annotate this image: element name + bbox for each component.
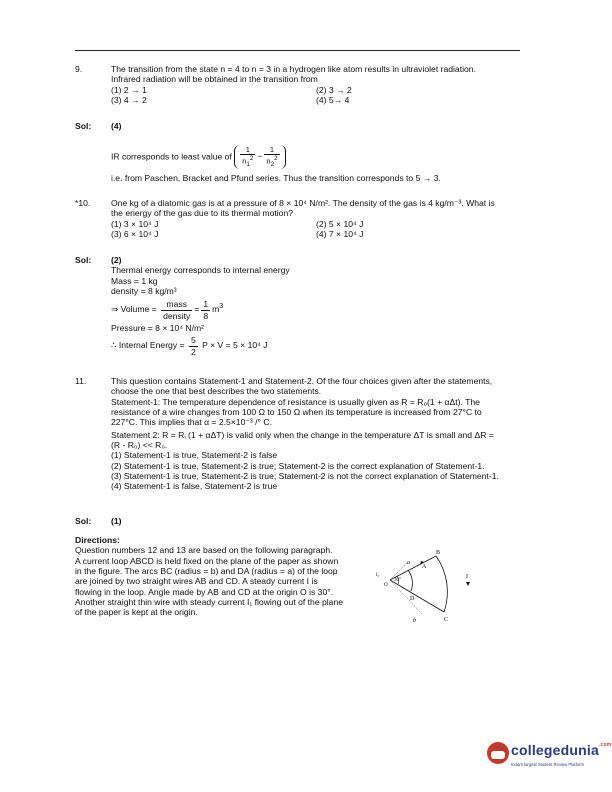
option: (3) 4 → 2 xyxy=(111,94,147,105)
label-C: C xyxy=(444,617,449,623)
directions-text: Another straight thin wire with steady current I₁ flowing out of the plane xyxy=(75,596,344,607)
logo-wordmark: collegedunia$^{.com}$ xyxy=(511,742,612,758)
solution-10 xyxy=(75,255,545,357)
label-a: a xyxy=(407,560,410,566)
option: (2) 3 → 2 xyxy=(316,84,352,95)
question-text: choose the one that best describes the two statements. xyxy=(111,386,322,397)
option: (4) 5→ 4 xyxy=(316,94,350,105)
directions-label: Directions: xyxy=(75,535,120,545)
question-text: (R - R₀) << R₀. xyxy=(111,439,168,450)
explanation-text: i.e. from Paschen, Bracket and Pfund series. Thus the transition corresponds to 5 → 3. xyxy=(111,173,441,184)
option: (2) Statement-1 is true, Statement-2 is true; Statement-2 is the correct explanation of Statement-1. xyxy=(111,460,485,471)
option: (3) Statement-1 is true, Statement-2 is true; Statement-2 is not the correct explanation of Statement-1. xyxy=(111,470,499,481)
question-text: The transition from the state n = 4 to n = 3 in a hydrogen like atom results in ultraviolet radiation. xyxy=(111,64,476,74)
solution-11 xyxy=(75,516,545,526)
question-text: Infrared radiation will be obtained in the transition from xyxy=(111,74,318,85)
option: (2) 5 × 10⁴ J xyxy=(316,218,364,229)
label-D: D xyxy=(410,596,415,602)
explanation xyxy=(111,145,545,169)
option: (4) 7 × 10⁴ J xyxy=(316,228,364,239)
question-number: *10. xyxy=(75,198,91,208)
option: (1) 3 × 10⁴ J xyxy=(111,218,159,229)
label-I: I xyxy=(466,574,468,580)
sol-label: Sol: xyxy=(75,255,92,265)
formula: $\frac{1}{n_1^2}$ − $\frac{1}{n_2^2}$ xyxy=(234,145,285,169)
question-number: 9. xyxy=(75,64,83,74)
graduate-mascot-icon xyxy=(487,742,509,764)
solution-9 xyxy=(75,121,545,184)
explanation-text: IR corresponds to least value of xyxy=(111,151,232,162)
sol-label: Sol: xyxy=(75,516,92,526)
directions-text: Question numbers 12 and 13 are based on the following paragraph. xyxy=(75,545,333,556)
label-A: A xyxy=(422,564,427,570)
answer: (2) xyxy=(111,255,122,265)
collegedunia-logo xyxy=(487,738,612,774)
question-text: 227°C. This implies that α = 2.5×10⁻³ /° C. xyxy=(111,417,272,428)
label-B: B xyxy=(436,550,441,556)
directions-text: of the paper is kept at the origin. xyxy=(75,607,198,618)
formula-text: P × V = 5 × 10⁴ J xyxy=(202,340,268,351)
answer: (1) xyxy=(111,516,122,526)
directions-text: are joined by two straight wires AB and CD. A steady current I is xyxy=(75,576,318,587)
directions xyxy=(75,535,375,618)
question-10 xyxy=(75,198,545,239)
question-number: 11. xyxy=(75,376,87,386)
label-I1: I₁ xyxy=(376,573,380,578)
volume-formula: ⇒ Volume = $\frac{\text{mass}}{\text{density}}$ = $\frac{1}{8}$ $m^3$ xyxy=(111,299,224,321)
solution-line: Pressure = 8 × 10⁴ N/m² xyxy=(111,322,205,333)
question-text: One kg of a diatomic gas is at a pressure of 8 × 10⁴ N/m². The density of the gas is 4 kg/m⁻³. What is xyxy=(111,198,495,208)
question-text: Statement-1: The temperature dependence of resistance is usually given as R = R₀(1 + αΔt). The xyxy=(111,396,480,407)
directions-text: in the figure. The arcs BC (radius = b) and DA (radius = a) of the loop xyxy=(75,565,338,576)
option: (1) 2 → 1 xyxy=(111,84,147,95)
options xyxy=(111,219,441,240)
options xyxy=(111,85,441,106)
energy-formula: ∴ Internal Energy = $\frac{5}{2}$ P × V = 5 × 10⁴ J xyxy=(111,335,268,357)
question-text: Statement 2: R = Rᵢ (1 + αΔT) is valid only when the change in the temperature ΔT is small and ΔR = xyxy=(111,429,494,440)
directions-text: flowing in the loop. Angle made by AB and CD at the origin O is 30°. xyxy=(75,586,334,597)
option: (4) Statement-1 is false, Statement-2 is true xyxy=(111,481,278,492)
label-b: b xyxy=(413,618,416,624)
current-loop-figure xyxy=(376,548,480,624)
formula-text: ⇒ Volume = xyxy=(111,304,157,315)
label-angle: 30° xyxy=(394,578,401,583)
option: (3) 6 × 10⁴ J xyxy=(111,228,159,239)
question-text: resistance of a wire changes from 100 Ω to 150 Ω when its temperature is increased from 27°C to xyxy=(111,406,482,417)
logo-tagline: India's largest Student Review Platform xyxy=(511,762,584,767)
question-text: This question contains Statement-1 and Statement-2. Of the four choices given after the statements, xyxy=(111,376,493,386)
formula-text: ∴ Internal Energy = xyxy=(111,340,185,351)
solution-line: Thermal energy corresponds to internal energy xyxy=(111,265,290,276)
header-rule xyxy=(75,50,520,51)
option: (1) Statement-1 is true, Statement-2 is false xyxy=(111,450,278,461)
answer: (4) xyxy=(111,121,122,131)
sol-label: Sol: xyxy=(75,121,92,131)
solution-line: Mass = 1 kg xyxy=(111,275,158,286)
question-9 xyxy=(75,64,545,105)
question-11 xyxy=(75,376,545,491)
solution-line: density = 8 kg/m³ xyxy=(111,285,177,296)
question-text: the energy of the gas due to its thermal motion? xyxy=(111,208,294,219)
label-O: O xyxy=(384,583,388,588)
directions-text: A current loop ABCD is held fixed on the plane of the paper as shown xyxy=(75,555,339,566)
